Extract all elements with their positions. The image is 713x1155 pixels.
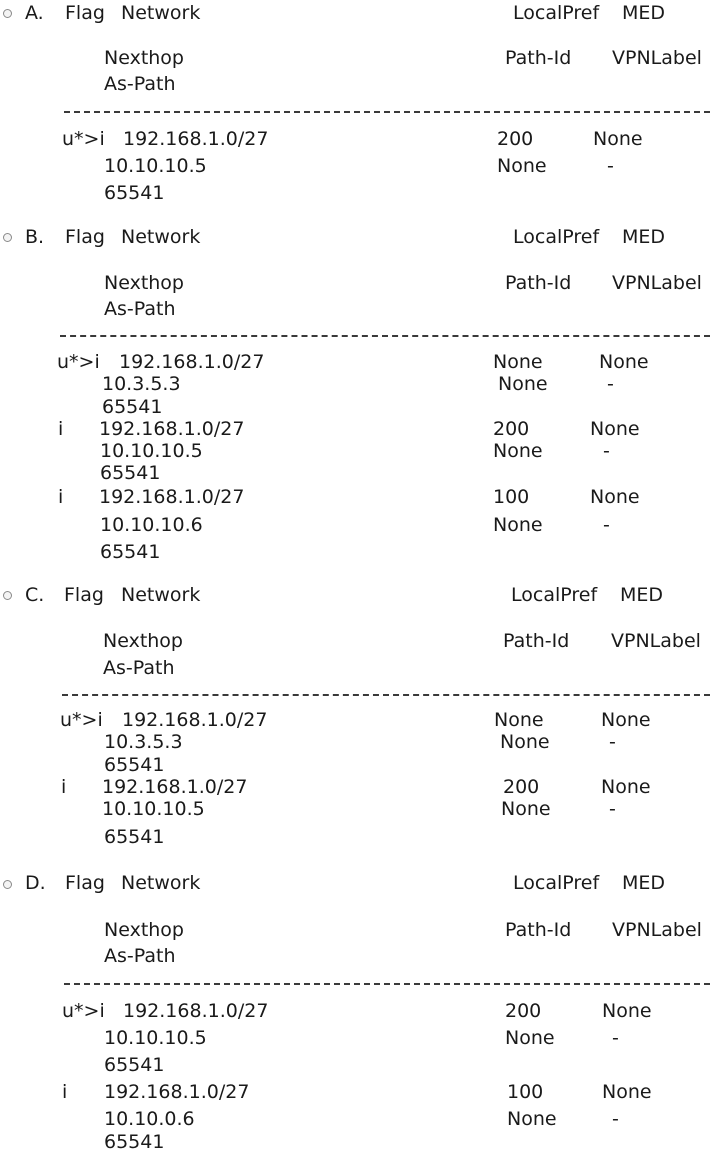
route-vpnlabel: - (609, 731, 616, 753)
route-aspath: 65541 (102, 396, 163, 418)
route-network: 192.168.1.0/27 (123, 1000, 269, 1022)
route-vpnlabel: - (607, 155, 614, 177)
route-vpnlabel: - (609, 798, 616, 820)
header-flag: Flag (65, 2, 105, 24)
header-med: MED (622, 2, 666, 24)
route-localpref: 200 (497, 128, 534, 150)
separator (60, 335, 710, 337)
header-pathid: Path-Id (505, 47, 572, 69)
route-vpnlabel: - (603, 440, 610, 462)
header-network: Network (121, 226, 201, 248)
radio-button-a[interactable] (3, 9, 12, 18)
header-pathid: Path-Id (503, 630, 570, 652)
route-nexthop: 10.3.5.3 (104, 731, 183, 753)
route-med: None (601, 709, 651, 731)
route-pathid: None (500, 731, 550, 753)
header-nexthop: Nexthop (104, 272, 184, 294)
route-med: None (601, 776, 651, 798)
route-flag: i (61, 776, 67, 798)
header-aspath: As-Path (104, 73, 176, 95)
route-aspath: 65541 (104, 754, 165, 776)
route-med: None (602, 1081, 652, 1103)
header-network: Network (121, 2, 201, 24)
route-flag: u*>i (62, 128, 105, 150)
route-aspath: 65541 (104, 182, 165, 204)
route-flag: i (58, 486, 64, 508)
route-localpref: 100 (493, 486, 530, 508)
route-med: None (602, 1000, 652, 1022)
route-aspath: 65541 (104, 1054, 165, 1076)
route-network: 192.168.1.0/27 (119, 351, 265, 373)
separator (62, 694, 710, 696)
route-nexthop: 10.10.0.6 (104, 1108, 195, 1130)
header-pathid: Path-Id (505, 272, 572, 294)
route-aspath: 65541 (100, 541, 161, 563)
route-pathid: None (493, 440, 543, 462)
route-flag: i (62, 1081, 68, 1103)
header-aspath: As-Path (103, 657, 175, 679)
route-localpref: None (493, 351, 543, 373)
header-flag: Flag (65, 872, 105, 894)
route-network: 192.168.1.0/27 (102, 776, 248, 798)
route-flag: u*>i (62, 1000, 105, 1022)
route-med: None (599, 351, 649, 373)
option-letter: A. (25, 2, 44, 24)
route-localpref: None (494, 709, 544, 731)
route-localpref: 200 (493, 418, 530, 440)
header-vpnlabel: VPNLabel (611, 630, 701, 652)
route-aspath: 65541 (104, 1131, 165, 1153)
route-pathid: None (497, 155, 547, 177)
route-med: None (590, 486, 640, 508)
route-nexthop: 10.10.10.5 (100, 440, 203, 462)
option-letter: B. (25, 226, 45, 248)
route-nexthop: 10.10.10.5 (104, 155, 207, 177)
route-localpref: 200 (505, 1000, 542, 1022)
route-vpnlabel: - (607, 373, 614, 395)
route-pathid: None (501, 798, 551, 820)
route-vpnlabel: - (612, 1108, 619, 1130)
route-network: 192.168.1.0/27 (104, 1081, 250, 1103)
header-vpnlabel: VPNLabel (612, 272, 702, 294)
route-aspath: 65541 (104, 826, 165, 848)
route-nexthop: 10.10.10.5 (102, 798, 205, 820)
header-vpnlabel: VPNLabel (612, 919, 702, 941)
header-vpnlabel: VPNLabel (612, 47, 702, 69)
route-aspath: 65541 (100, 462, 161, 484)
header-med: MED (622, 872, 666, 894)
header-pathid: Path-Id (505, 919, 572, 941)
separator (64, 111, 710, 113)
route-localpref: 200 (503, 776, 540, 798)
header-network: Network (121, 584, 201, 606)
header-localpref: LocalPref (513, 872, 600, 894)
radio-button-d[interactable] (3, 880, 12, 889)
option-letter: D. (25, 872, 46, 894)
route-flag: i (58, 418, 64, 440)
radio-button-c[interactable] (3, 591, 12, 600)
route-med: None (593, 128, 643, 150)
route-network: 192.168.1.0/27 (99, 486, 245, 508)
route-pathid: None (493, 514, 543, 536)
route-localpref: 100 (507, 1081, 544, 1103)
option-letter: C. (25, 584, 45, 606)
route-network: 192.168.1.0/27 (99, 418, 245, 440)
route-flag: u*>i (60, 709, 103, 731)
route-vpnlabel: - (612, 1027, 619, 1049)
header-med: MED (622, 226, 666, 248)
route-vpnlabel: - (603, 514, 610, 536)
header-aspath: As-Path (104, 945, 176, 967)
header-aspath: As-Path (104, 298, 176, 320)
separator (64, 983, 710, 985)
header-localpref: LocalPref (513, 226, 600, 248)
header-network: Network (121, 872, 201, 894)
header-localpref: LocalPref (513, 2, 600, 24)
route-nexthop: 10.3.5.3 (102, 373, 181, 395)
route-network: 192.168.1.0/27 (122, 709, 268, 731)
header-flag: Flag (64, 584, 104, 606)
header-flag: Flag (65, 226, 105, 248)
header-nexthop: Nexthop (104, 47, 184, 69)
route-med: None (590, 418, 640, 440)
header-med: MED (620, 584, 664, 606)
radio-button-b[interactable] (3, 233, 12, 242)
header-nexthop: Nexthop (104, 919, 184, 941)
route-network: 192.168.1.0/27 (123, 128, 269, 150)
route-flag: u*>i (57, 351, 100, 373)
route-pathid: None (507, 1108, 557, 1130)
route-pathid: None (498, 373, 548, 395)
header-nexthop: Nexthop (103, 630, 183, 652)
route-nexthop: 10.10.10.5 (104, 1027, 207, 1049)
header-localpref: LocalPref (511, 584, 598, 606)
route-nexthop: 10.10.10.6 (100, 514, 203, 536)
route-pathid: None (505, 1027, 555, 1049)
